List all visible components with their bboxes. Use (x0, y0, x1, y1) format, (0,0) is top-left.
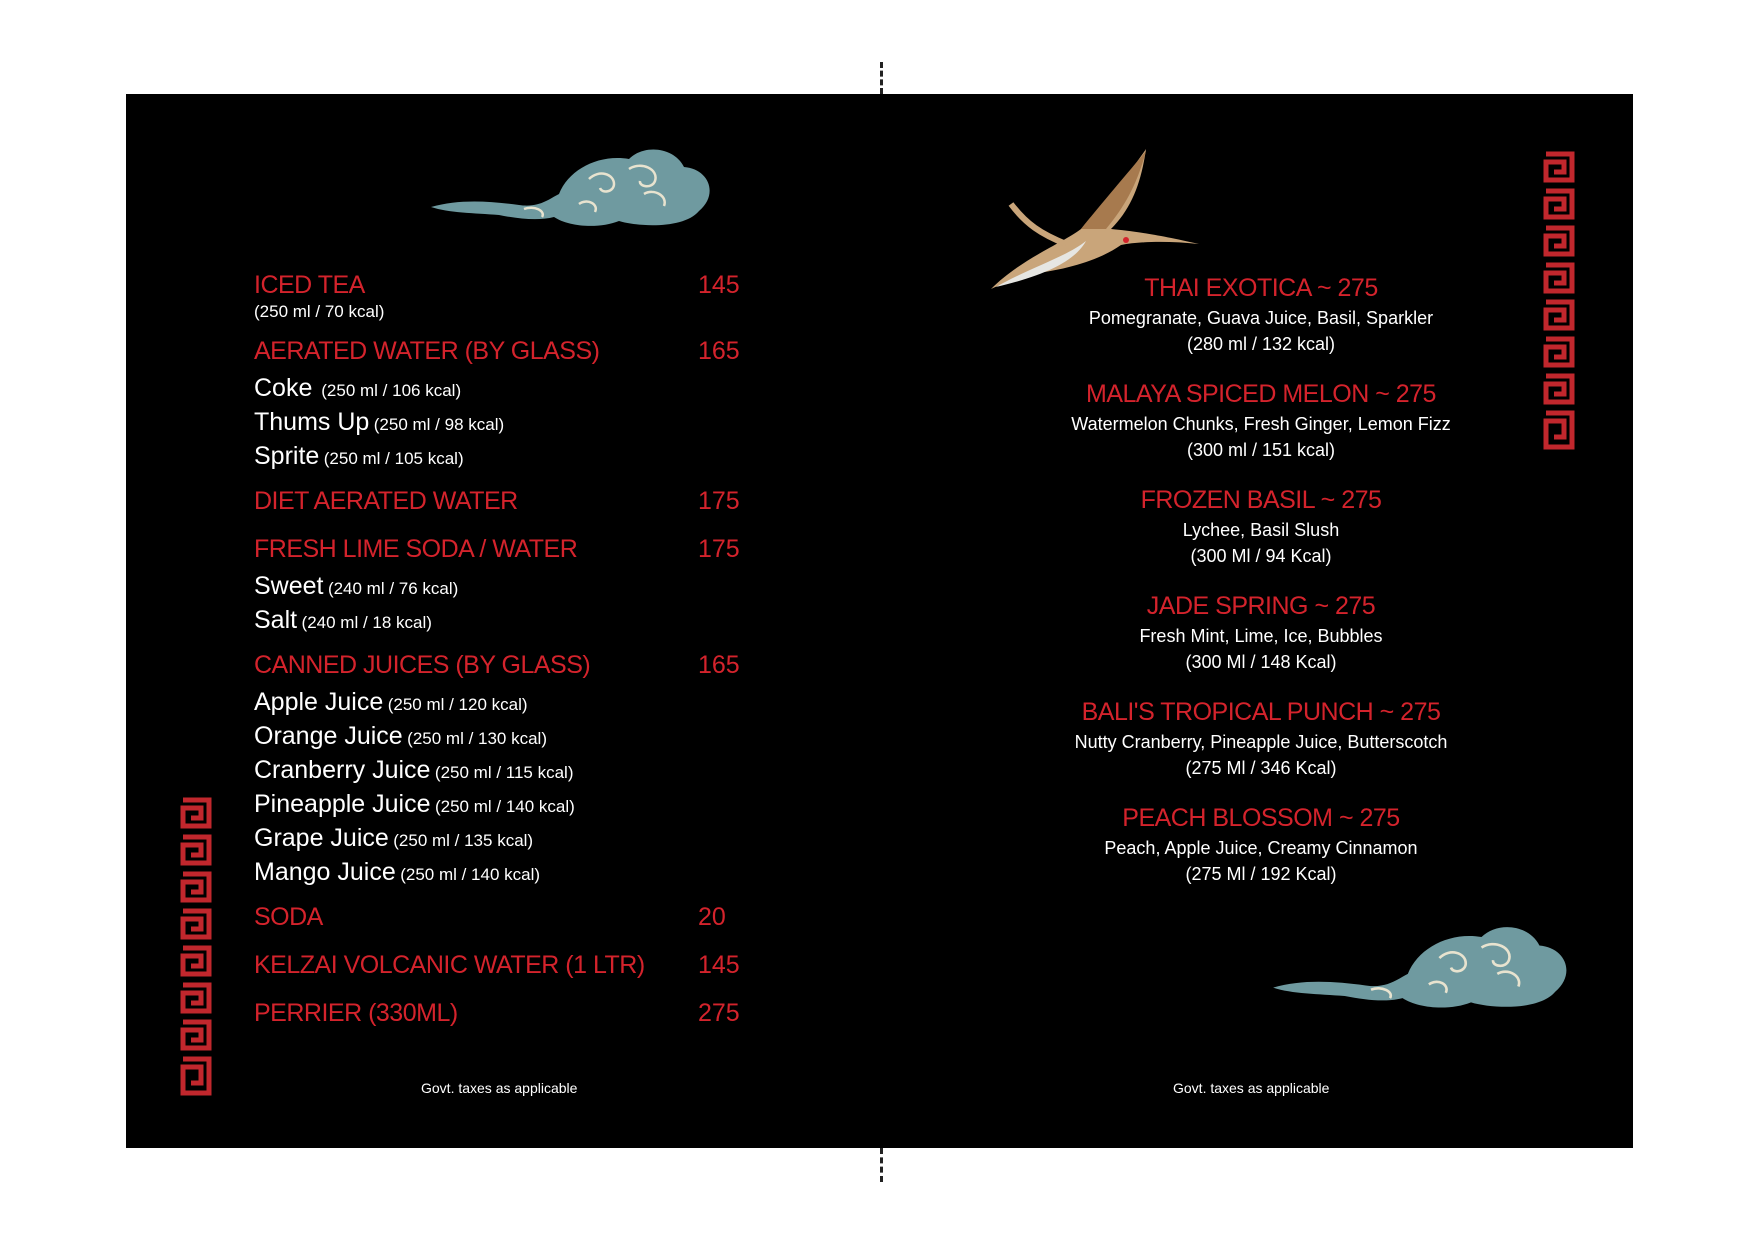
item-calories: (250 ml / 140 kcal) (400, 865, 541, 884)
section-price: 275 (698, 999, 740, 1027)
menu-section-kelzai-water (254, 951, 754, 985)
menu-section-iced-tea (254, 271, 754, 323)
drink-title: PEACH BLOSSOM ~ 275 (1122, 804, 1400, 832)
menu-section-diet-aerated-water (254, 487, 754, 521)
menu-section-fresh-lime (254, 535, 754, 637)
section-title: SODA (254, 903, 323, 931)
drink-peach-blossom (1041, 801, 1481, 887)
drink-title: MALAYA SPICED MELON ~ 275 (1086, 380, 1436, 408)
fold-mark-top (880, 62, 883, 94)
fold-mark-bottom (880, 1148, 883, 1182)
drink-ingredients: Pomegranate, Guava Juice, Basil, Sparkler (1088, 308, 1434, 328)
list-item (254, 371, 754, 405)
item-name: Coke (254, 374, 313, 402)
drink-title: BALI'S TROPICAL PUNCH ~ 275 (1081, 698, 1441, 726)
item-name: Mango Juice (254, 858, 396, 886)
section-price: 20 (698, 903, 726, 931)
list-item (254, 405, 754, 439)
item-calories: (240 ml / 18 kcal) (301, 613, 432, 632)
section-title: CANNED JUICES (BY GLASS) (254, 651, 591, 679)
menu-section-canned-juices (254, 651, 754, 889)
item-name: Salt (254, 606, 298, 634)
list-item (254, 569, 754, 603)
section-price: 175 (698, 535, 740, 563)
section-subtitle: (250 ml / 70 kcal) (254, 302, 385, 321)
drink-title: JADE SPRING ~ 275 (1146, 592, 1376, 620)
left-menu-column (254, 271, 754, 1047)
cloud-icon (1271, 916, 1571, 1016)
item-name: Grape Juice (254, 824, 389, 852)
list-item (254, 719, 754, 753)
item-calories: (250 ml / 120 kcal) (387, 695, 528, 714)
section-title: PERRIER (330ML) (254, 999, 458, 1027)
item-name: Sweet (254, 572, 324, 600)
list-item (254, 753, 754, 787)
section-title: FRESH LIME SODA / WATER (254, 535, 578, 563)
drink-serving: (300 Ml / 94 Kcal) (1190, 546, 1332, 566)
item-calories: (250 ml / 135 kcal) (393, 831, 534, 850)
list-item (254, 439, 754, 473)
menu-spread (126, 94, 1633, 1148)
menu-section-perrier (254, 999, 754, 1033)
right-footer-note: Govt. taxes as applicable (1173, 1080, 1330, 1096)
drink-title: THAI EXOTICA ~ 275 (1144, 274, 1378, 302)
drink-title: FROZEN BASIL ~ 275 (1140, 486, 1382, 514)
drink-ingredients: Nutty Cranberry, Pineapple Juice, Butterscotch (1074, 732, 1448, 752)
drink-serving: (300 Ml / 148 Kcal) (1185, 652, 1337, 672)
drink-serving: (275 Ml / 346 Kcal) (1185, 758, 1337, 778)
right-menu-column (1041, 271, 1481, 907)
drink-ingredients: Lychee, Basil Slush (1182, 520, 1340, 540)
item-calories: (250 ml / 140 kcal) (434, 797, 575, 816)
list-item (254, 787, 754, 821)
list-item (254, 821, 754, 855)
item-name: Orange Juice (254, 722, 403, 750)
section-price: 145 (698, 951, 740, 979)
item-calories: (240 ml / 76 kcal) (327, 579, 459, 598)
list-item (254, 685, 754, 719)
drink-ingredients: Watermelon Chunks, Fresh Ginger, Lemon Fizz (1071, 414, 1451, 434)
drink-ingredients: Fresh Mint, Lime, Ice, Bubbles (1139, 626, 1383, 646)
section-title: ICED TEA (254, 271, 365, 299)
section-price: 175 (698, 487, 740, 515)
item-name: Sprite (254, 442, 320, 470)
left-footer-note: Govt. taxes as applicable (421, 1080, 578, 1096)
section-title: DIET AERATED WATER (254, 487, 518, 515)
item-calories: (250 ml / 106 kcal) (321, 381, 462, 400)
drink-balis-tropical-punch (1041, 695, 1481, 781)
item-name: Pineapple Juice (254, 790, 431, 818)
menu-section-aerated-water (254, 337, 754, 473)
greek-key-border-icon (1543, 151, 1575, 451)
drink-ingredients: Peach, Apple Juice, Creamy Cinnamon (1104, 838, 1418, 858)
menu-section-soda (254, 903, 754, 937)
section-title: KELZAI VOLCANIC WATER (1 LTR) (254, 951, 645, 979)
cloud-icon (429, 139, 714, 234)
section-price: 165 (698, 651, 740, 679)
drink-serving: (275 Ml / 192 Kcal) (1185, 864, 1337, 884)
drink-serving: (300 ml / 151 kcal) (1186, 440, 1336, 460)
drink-thai-exotica (1041, 271, 1481, 357)
drink-frozen-basil (1041, 483, 1481, 569)
item-calories: (250 ml / 98 kcal) (373, 415, 505, 434)
drink-serving: (280 ml / 132 kcal) (1186, 334, 1336, 354)
item-name: Cranberry Juice (254, 756, 431, 784)
item-calories: (250 ml / 130 kcal) (407, 729, 547, 748)
item-name: Thums Up (254, 408, 370, 436)
section-price: 145 (698, 271, 740, 299)
drink-jade-spring (1041, 589, 1481, 675)
list-item (254, 603, 754, 637)
section-title: AERATED WATER (BY GLASS) (254, 337, 600, 365)
list-item (254, 855, 754, 889)
item-name: Apple Juice (254, 688, 384, 716)
item-calories: (250 ml / 105 kcal) (323, 449, 464, 468)
greek-key-border-icon (180, 797, 212, 1097)
section-price: 165 (698, 337, 740, 365)
drink-malaya-spiced-melon (1041, 377, 1481, 463)
item-calories: (250 ml / 115 kcal) (434, 763, 574, 782)
